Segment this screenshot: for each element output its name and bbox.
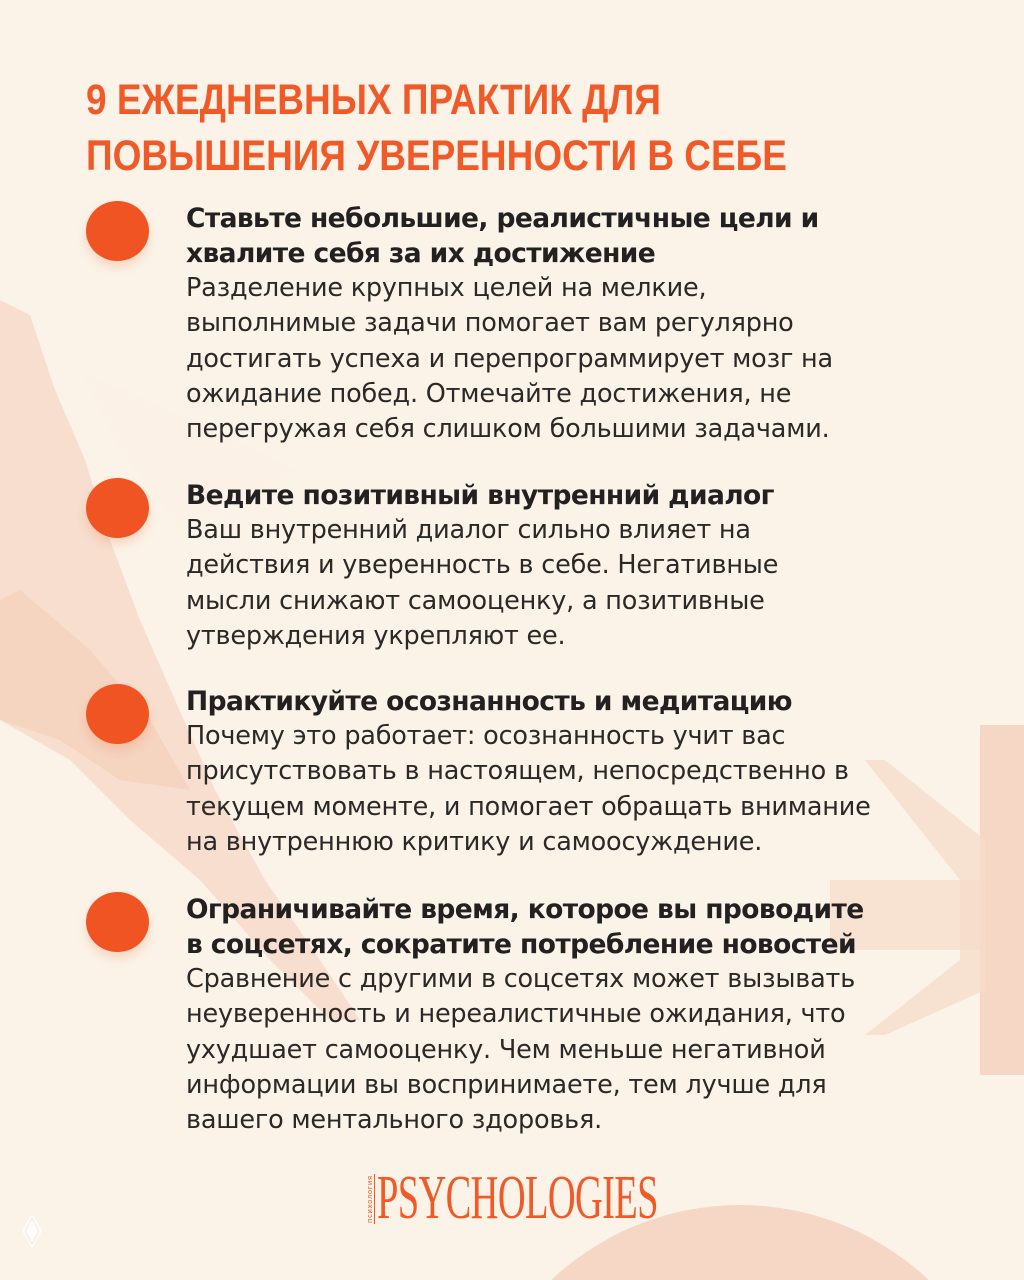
bullet-dot-icon	[86, 684, 149, 744]
logo-wordmark: PSYCHOLOGIES	[377, 1164, 658, 1232]
practice-text	[186, 478, 986, 654]
bullet-dot-icon	[86, 478, 149, 538]
practice-heading: Практикуйте осознанность и медитацию	[186, 686, 792, 717]
logo-subtitle: психология	[366, 1175, 374, 1223]
page-title	[86, 72, 860, 184]
practice-description: Разделение крупных целей на мелкие, выполнимые задачи помогает вам регулярно достигать успеха и перепрограммирует мозг на ожидание побед. Отмечайте достижения, не перегружая себя слишком большими задачами.	[186, 273, 833, 445]
practice-heading: Ограничивайте время, которое вы проводите в соцсетях, сократите потребление новостей	[186, 894, 864, 960]
psychologies-logo	[366, 1164, 830, 1232]
title-line-1: 9 ЕЖЕДНЕВНЫХ ПРАКТИК ДЛЯ	[86, 76, 661, 124]
practice-heading: Ставьте небольшие, реалистичные цели и хвалите себя за их достижение	[186, 203, 819, 269]
practice-description: Ваш внутренний диалог сильно влияет на действия и уверенность в себе. Негативные мысли снижают самооценку, а позитивные утверждения укрепляют ее.	[186, 515, 779, 651]
bullet-dot-icon	[86, 892, 149, 952]
watermark-diamond-icon	[22, 1214, 42, 1248]
practice-text	[186, 892, 986, 1138]
practice-text	[186, 684, 986, 860]
practice-text	[186, 201, 986, 447]
title-line-2: ПОВЫШЕНИЯ УВЕРЕННОСТИ В СЕБЕ	[86, 132, 787, 180]
bullet-dot-icon	[86, 201, 149, 261]
practice-heading: Ведите позитивный внутренний диалог	[186, 480, 774, 511]
practice-description: Сравнение с другими в соцсетях может вызывать неуверенность и нереалистичные ожидания, что ухудшает самооценку. Чем меньше негативной информации вы воспринимаете, тем лучше для вашего ментального здоровья.	[186, 964, 856, 1136]
practice-description: Почему это работает: осознанность учит вас присутствовать в настоящем, непосредственно в текущем моменте, и помогает обращать внимание на внутреннюю критику и самоосуждение.	[186, 721, 871, 857]
